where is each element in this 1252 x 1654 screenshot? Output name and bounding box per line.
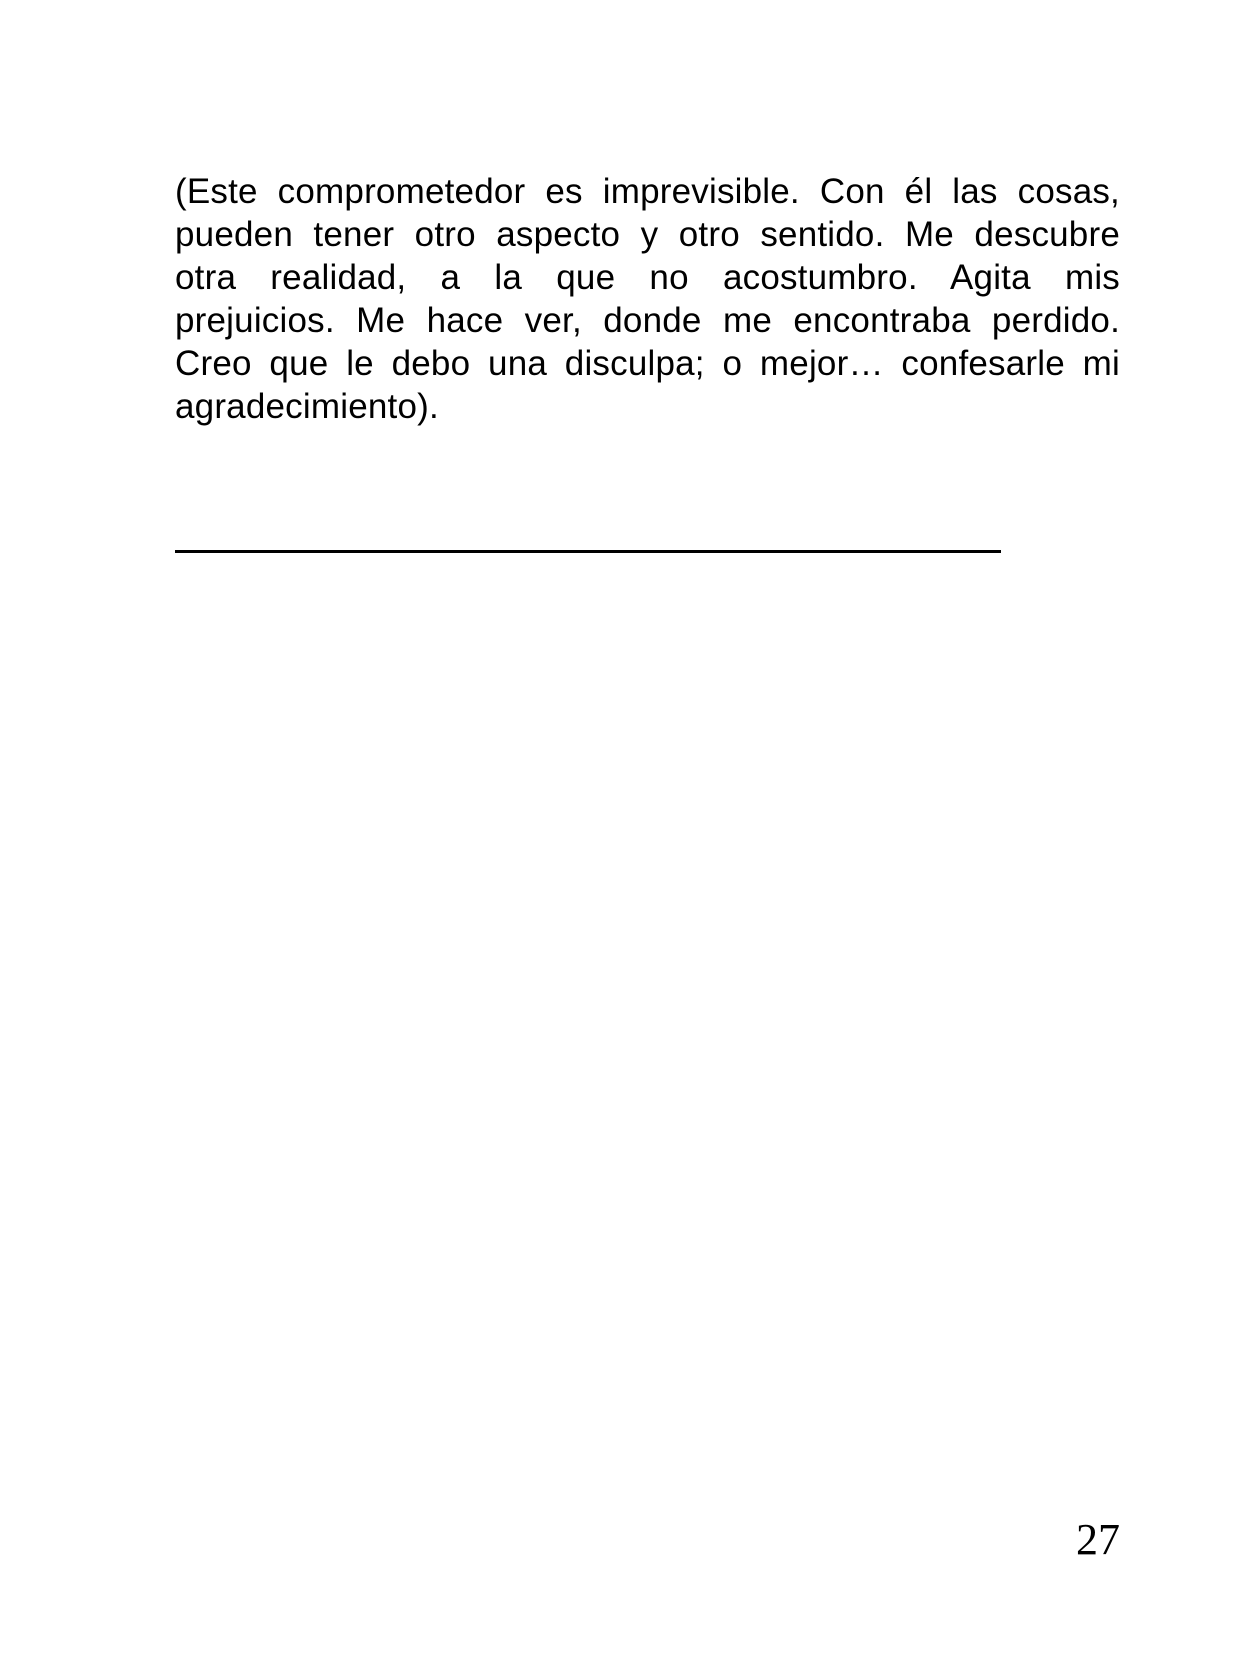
paragraph-line-6: agradecimiento). [175,387,439,426]
page-number: 27 [1076,1515,1120,1564]
body-paragraph [175,170,1120,428]
paragraph-line-1: (Este comprometedor es imprevisible. Con él las cosas, [175,172,1120,211]
section-divider [175,550,1001,553]
paragraph-line-4: prejuicios. Me hace ver, donde me encontraba perdido. [175,301,1120,340]
paragraph-line-3: otra realidad, a la que no acostumbro. Agita mis [175,258,1120,297]
paragraph-line-2: pueden tener otro aspecto y otro sentido. Me descubre [175,215,1120,254]
paragraph-line-5: Creo que le debo una disculpa; o mejor… confesarle mi [175,344,1120,383]
